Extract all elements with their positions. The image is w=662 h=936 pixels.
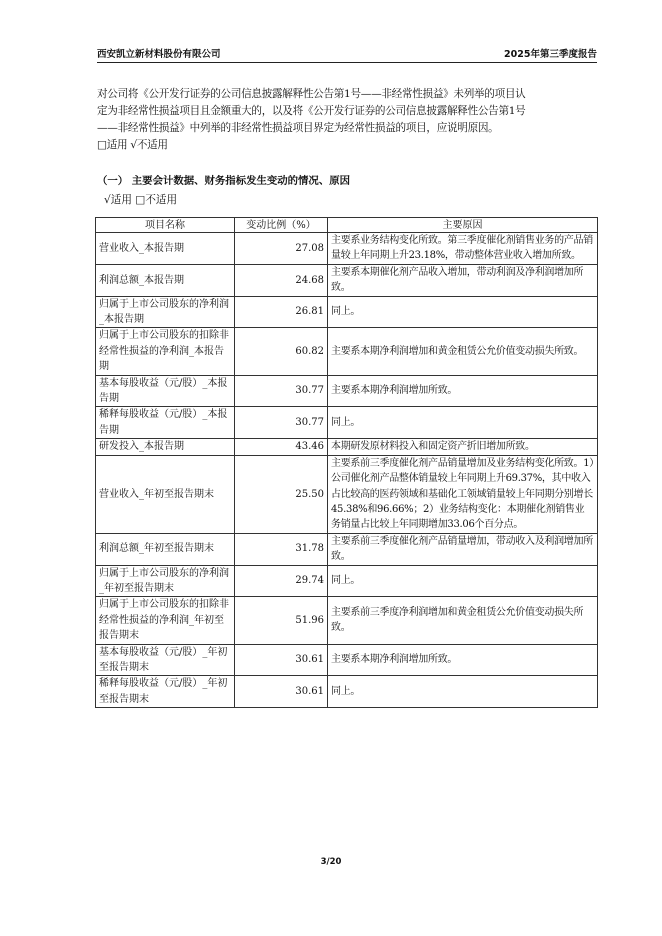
row-change-ratio: 60.82 xyxy=(235,328,328,375)
table-row xyxy=(96,676,598,708)
row-change-ratio: 25.50 xyxy=(235,455,328,533)
header-item-name: 项目名称 xyxy=(96,218,235,233)
header-change-ratio: 变动比例（%） xyxy=(235,218,328,233)
row-main-reason: 同上。 xyxy=(328,676,598,708)
row-change-ratio: 30.77 xyxy=(235,375,328,407)
row-change-ratio: 29.74 xyxy=(235,565,328,597)
row-main-reason: 主要系前三季度催化剂产品销量增加及业务结构变化所致。1）公司催化剂产品整体销量较上年同期上升69.37%，其中收入占比较高的医药领域和基础化工领域销量较上年同期分别增长45.38%和96.66%；2）业务结构变化：本期催化剂销售业务销量占比较上年同期增加33.06个百分点。 xyxy=(328,455,598,533)
page-number: 3/20 xyxy=(320,857,342,867)
row-change-ratio: 30.61 xyxy=(235,644,328,676)
row-main-reason: 同上。 xyxy=(328,407,598,439)
row-main-reason: 主要系本期净利润增加所致。 xyxy=(328,644,598,676)
row-change-ratio: 51.96 xyxy=(235,597,328,644)
row-item-name: 利润总额_年初至报告期末 xyxy=(96,533,235,565)
intro-line: 对公司将《公开发行证券的公司信息披露解释性公告第1号——非经常性损益》未列举的项目认 xyxy=(97,88,526,100)
changes-table xyxy=(95,217,598,708)
intro-line: ——非经常性损益》中列举的非经常性损益项目界定为经常性损益的项目，应说明原因。 xyxy=(97,122,499,134)
row-change-ratio: 30.61 xyxy=(235,676,328,708)
row-item-name: 营业收入_年初至报告期末 xyxy=(96,455,235,533)
intro-line: 定为非经常性损益项目且金额重大的，以及将《公开发行证券的公司信息披露解释性公告第1号 xyxy=(97,105,526,117)
row-main-reason: 主要系前三季度催化剂产品销量增加，带动收入及利润增加所致。 xyxy=(328,533,598,565)
row-change-ratio: 24.68 xyxy=(235,264,328,296)
row-main-reason: 主要系前三季度净利润增加和黄金租赁公允价值变动损失所致。 xyxy=(328,597,598,644)
table-row xyxy=(96,533,598,565)
row-main-reason: 主要系业务结构变化所致。第三季度催化剂销售业务的产品销量较上年同期上升23.18%，带动整体营业收入增加所致。 xyxy=(328,233,598,265)
row-item-name: 归属于上市公司股东的净利润_本报告期 xyxy=(96,296,235,328)
table-row xyxy=(96,407,598,439)
section-applicable: √适用 □不适用 xyxy=(104,194,178,206)
row-main-reason: 主要系本期净利润增加所致。 xyxy=(328,375,598,407)
table-row xyxy=(96,565,598,597)
table-row xyxy=(96,233,598,265)
row-item-name: 归属于上市公司股东的净利润_年初至报告期末 xyxy=(96,565,235,597)
row-item-name: 基本每股收益（元/股）_年初至报告期末 xyxy=(96,644,235,676)
table-row xyxy=(96,439,598,455)
row-item-name: 稀释每股收益（元/股）_本报告期 xyxy=(96,407,235,439)
intro-applicable: □适用 √不适用 xyxy=(97,139,168,151)
row-item-name: 利润总额_本报告期 xyxy=(96,264,235,296)
row-item-name: 研发投入_本报告期 xyxy=(96,439,235,455)
row-item-name: 归属于上市公司股东的扣除非经常性损益的净利润_本报告期 xyxy=(96,328,235,375)
row-change-ratio: 30.77 xyxy=(235,407,328,439)
row-change-ratio: 27.08 xyxy=(235,233,328,265)
header-main-reason: 主要原因 xyxy=(328,218,598,233)
section-title: （一） 主要会计数据、财务指标发生变动的情况、原因 xyxy=(97,175,350,187)
row-change-ratio: 26.81 xyxy=(235,296,328,328)
row-main-reason: 主要系本期催化剂产品收入增加，带动利润及净利润增加所致。 xyxy=(328,264,598,296)
row-main-reason: 同上。 xyxy=(328,565,598,597)
table-row xyxy=(96,328,598,375)
table-row xyxy=(96,264,598,296)
row-item-name: 归属于上市公司股东的扣除非经常性损益的净利润_年初至报告期末 xyxy=(96,597,235,644)
row-main-reason: 本期研发原材料投入和固定资产折旧增加所致。 xyxy=(328,439,598,455)
company-name: 西安凯立新材料股份有限公司 xyxy=(97,49,221,60)
table-header-row xyxy=(96,218,598,233)
table-row xyxy=(96,597,598,644)
row-change-ratio: 43.46 xyxy=(235,439,328,455)
row-change-ratio: 31.78 xyxy=(235,533,328,565)
row-item-name: 稀释每股收益（元/股）_年初至报告期末 xyxy=(96,676,235,708)
table-row xyxy=(96,375,598,407)
row-item-name: 基本每股收益（元/股）_本报告期 xyxy=(96,375,235,407)
row-item-name: 营业收入_本报告期 xyxy=(96,233,235,265)
row-main-reason: 主要系本期净利润增加和黄金租赁公允价值变动损失所致。 xyxy=(328,328,598,375)
report-title: 2025年第三季度报告 xyxy=(504,49,597,60)
row-main-reason: 同上。 xyxy=(328,296,598,328)
table-row xyxy=(96,455,598,533)
page-header xyxy=(97,46,597,63)
table-row xyxy=(96,296,598,328)
intro-paragraph xyxy=(97,86,597,154)
table-row xyxy=(96,644,598,676)
